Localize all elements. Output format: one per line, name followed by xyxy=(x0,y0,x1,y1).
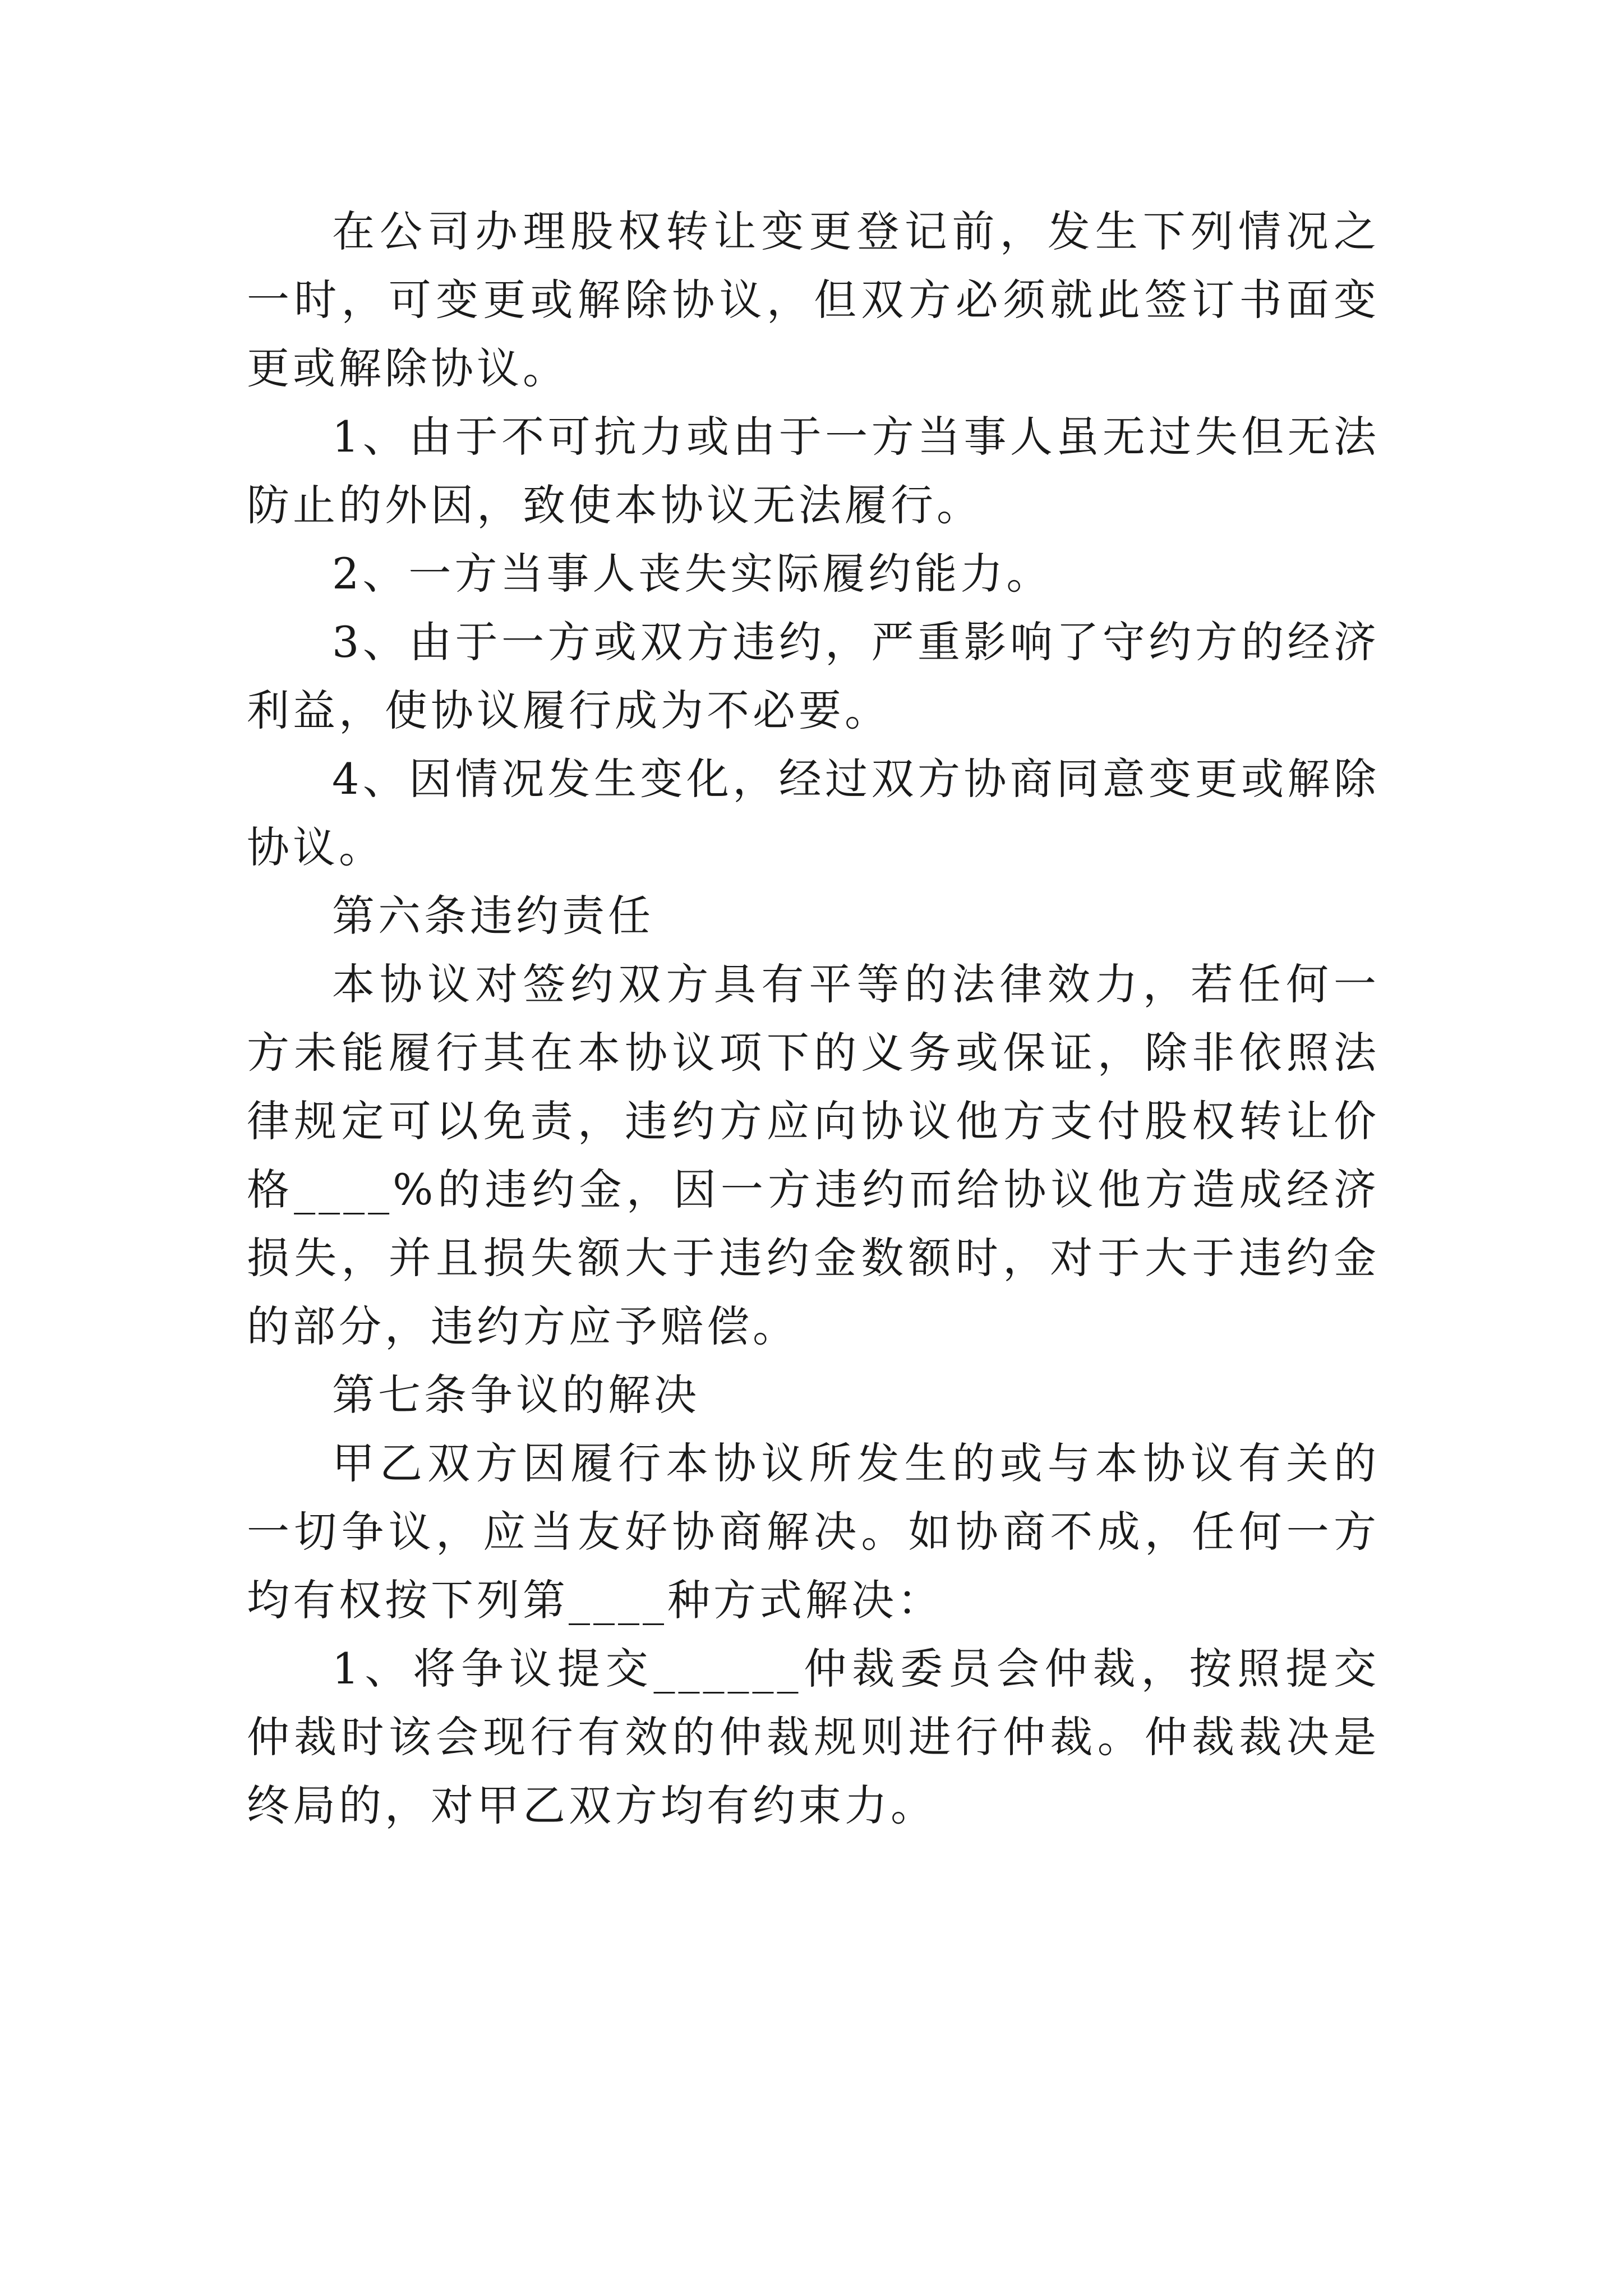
paragraph-item-2-loss-of-capacity: 2、一方当事人丧失实际履约能力。 xyxy=(332,549,1053,599)
paragraph-change-or-termination: 在公司办理股权转让变更登记前，发生下列情况之一时，可变更或解除协议，但双方必须就此签订书面变更或解除协议。 xyxy=(247,206,1380,393)
paragraph-dispute-resolution: 甲乙双方因履行本协议所发生的或与本协议有关的一切争议，应当友好协商解决。如协商不成，任何一方均有权按下列第____种方式解决： xyxy=(247,1438,1380,1625)
paragraph-arbitration: 1、将争议提交______仲裁委员会仲裁，按照提交仲裁时该会现行有效的仲裁规则进行仲裁。仲裁裁决是终局的，对甲乙双方均有约束力。 xyxy=(247,1644,1380,1830)
paragraph-item-1-force-majeure: 1、由于不可抗力或由于一方当事人虽无过失但无法防止的外因，致使本协议无法履行。 xyxy=(247,412,1380,530)
paragraph-item-3-breach: 3、由于一方或双方违约，严重影响了守约方的经济利益，使协议履行成为不必要。 xyxy=(247,617,1380,735)
paragraph-liability-for-breach: 本协议对签约双方具有平等的法律效力，若任何一方未能履行其在本协议项下的义务或保证，除非依照法律规定可以免责，违约方应向协议他方支付股权转让价格____%的违约金，因一方违约而给协议他方造成经济损失，并且损失额大于违约金数额时，对于大于违约金的部分，违约方应予赔偿。 xyxy=(247,959,1380,1351)
paragraph-item-4-change-of-circumstances: 4、因情况发生变化，经过双方协商同意变更或解除协议。 xyxy=(247,754,1380,872)
heading-article-7: 第七条争议的解决 xyxy=(332,1370,700,1420)
document-body xyxy=(247,197,1380,1840)
heading-article-6: 第六条违约责任 xyxy=(332,891,654,941)
